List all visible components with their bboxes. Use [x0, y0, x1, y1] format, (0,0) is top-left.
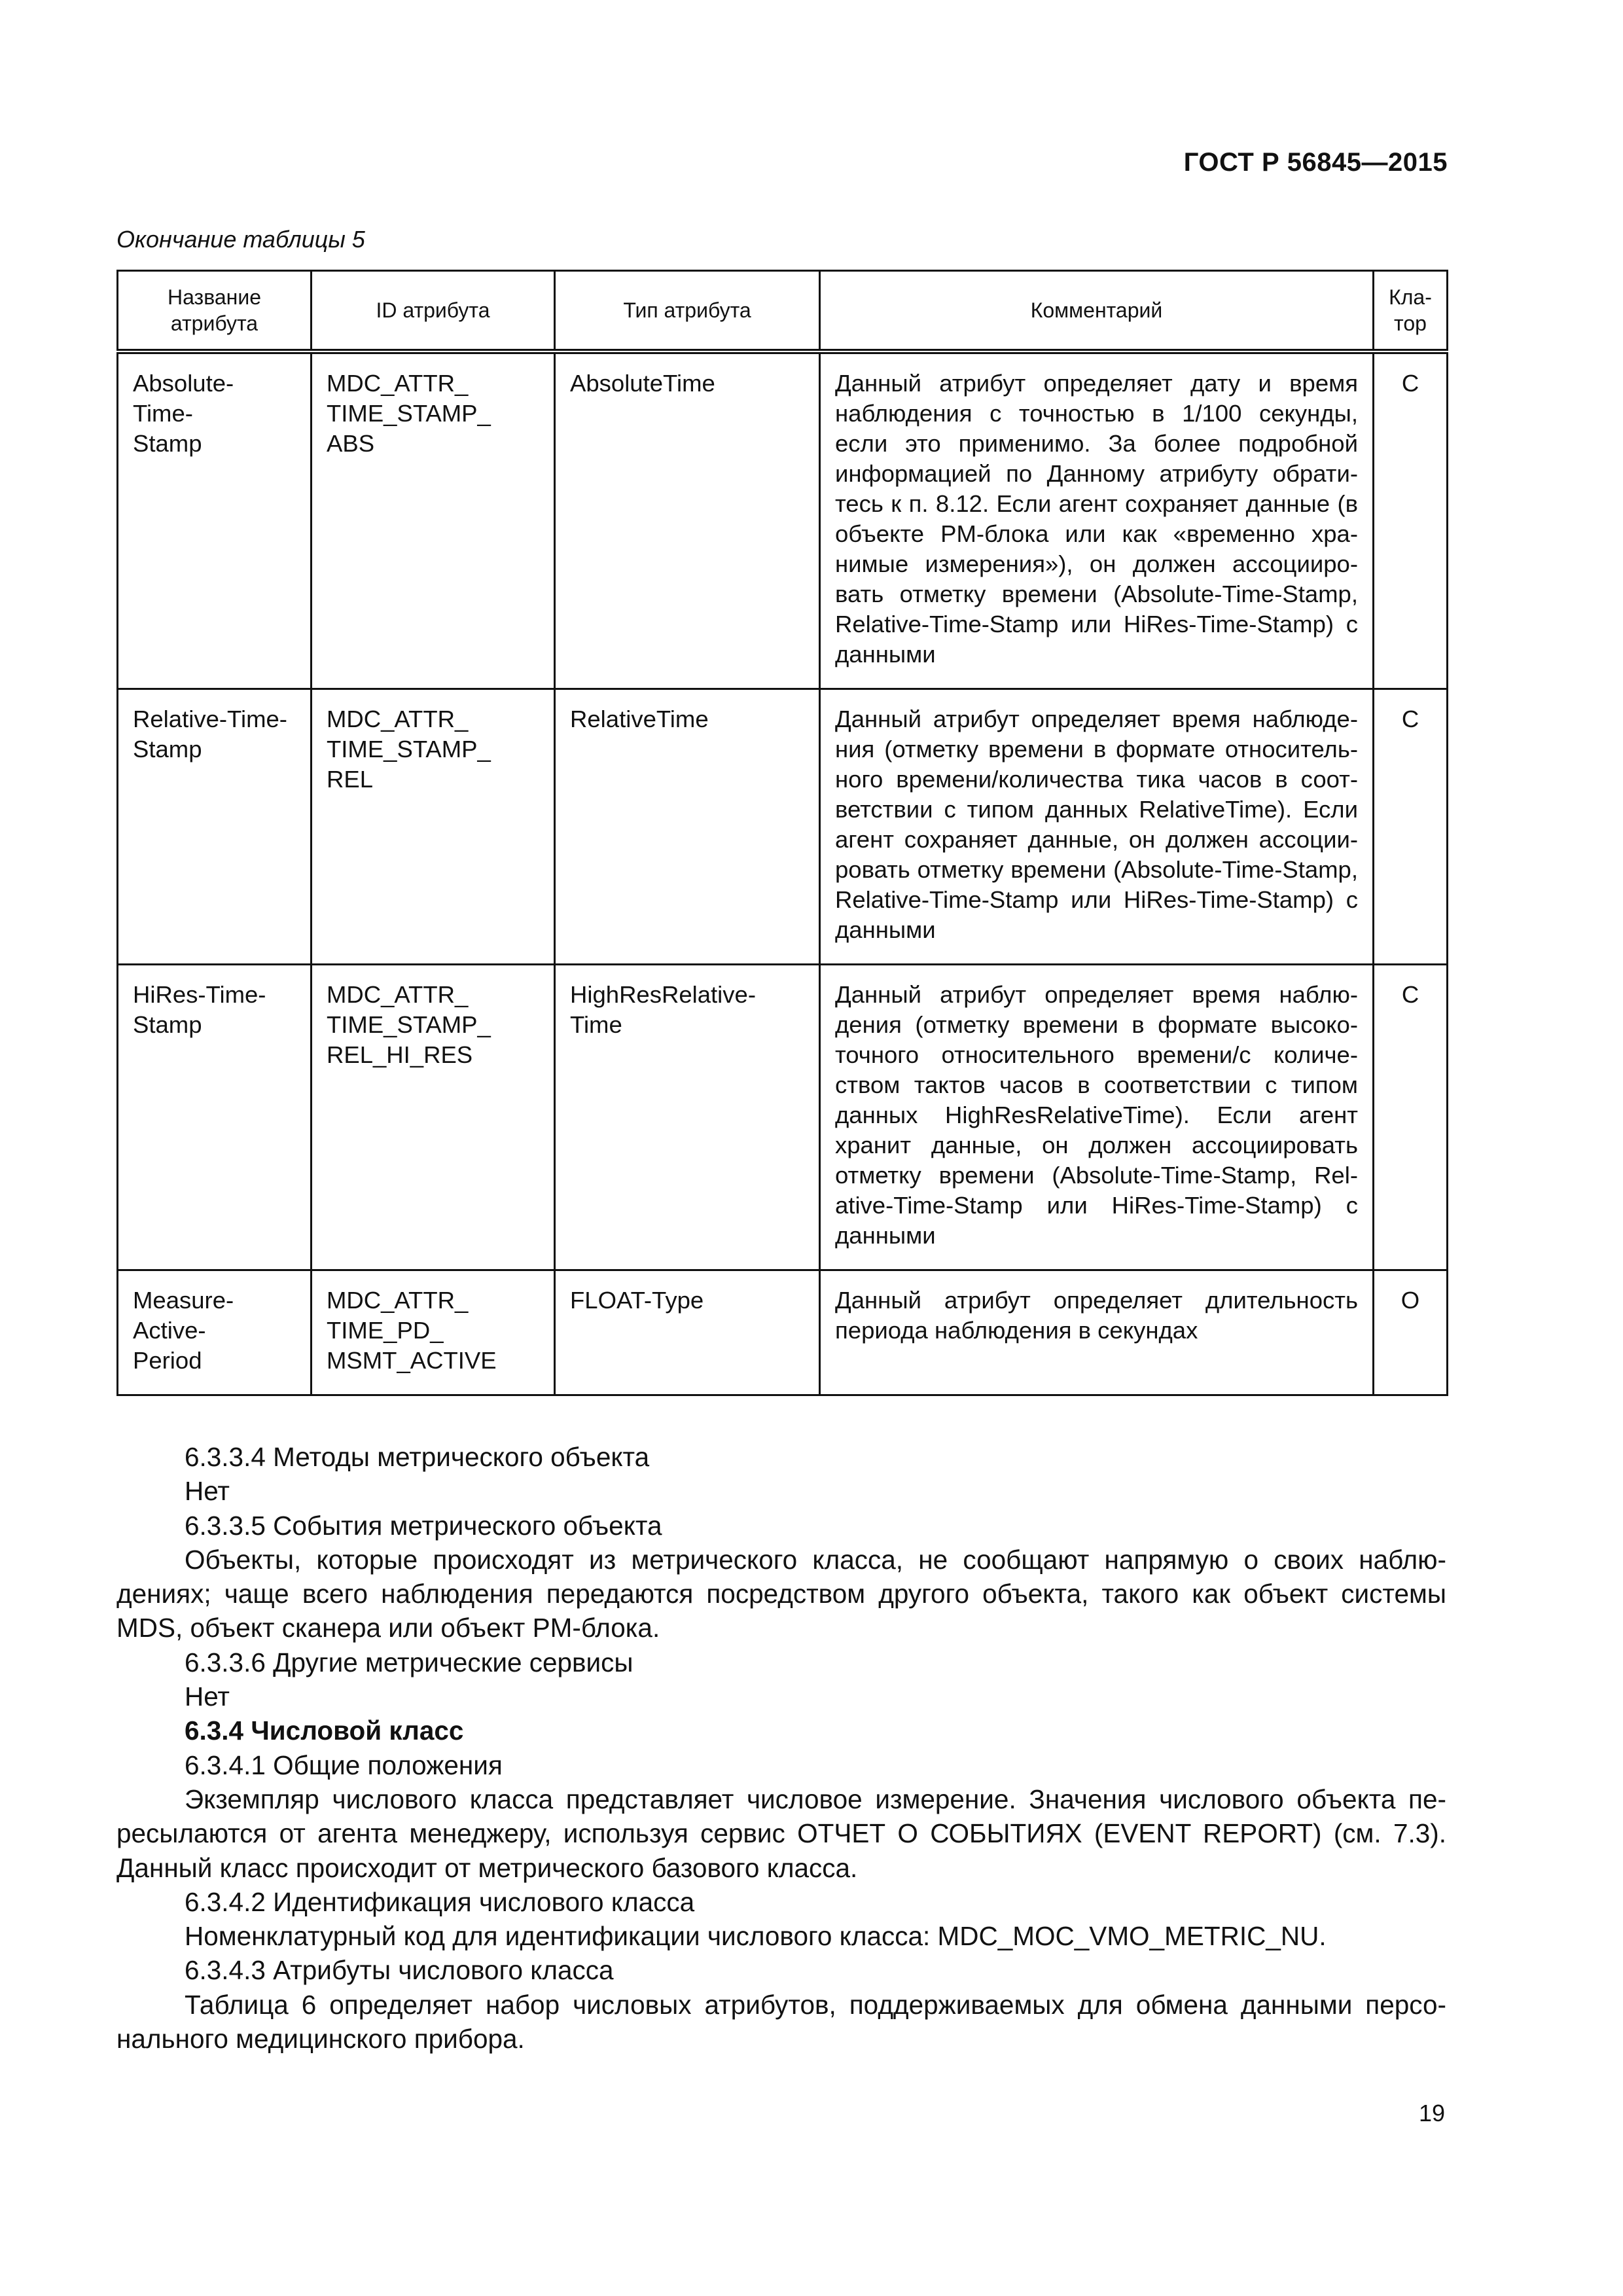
- cell-comment: Данный атрибут определяет длительность периода наблюдения в секундах: [820, 1270, 1374, 1395]
- column-header-attribute-id: ID атрибута: [312, 271, 555, 352]
- cell-attribute-name: Absolute- Time- Stamp: [118, 351, 312, 689]
- column-header-attribute-name: Название атрибута: [118, 271, 312, 352]
- cell-attribute-id: MDC_ATTR_ TIME_PD_ MSMT_ACTIVE: [312, 1270, 555, 1395]
- standard-code-header: ГОСТ Р 56845—2015: [1183, 148, 1448, 177]
- table-row: [118, 965, 1448, 1270]
- paragraph: Объекты, которые происходят из метрического класса, не сообщают напрямую о своих наблю-дениях; чаще всего наблюдения передаются посредством другого объекта, такого как объект системы MDS, объект сканера или объект PM-блока.: [116, 1544, 1446, 1643]
- section-heading-6-3-4-2: 6.3.4.2 Идентификация числового класса: [185, 1886, 695, 1917]
- cell-attribute-name: Measure- Active- Period: [118, 1270, 312, 1395]
- page-number: 19: [1418, 2100, 1445, 2126]
- cell-attribute-type: RelativeTime: [555, 689, 820, 965]
- table-row: [118, 351, 1448, 689]
- cell-classifier: C: [1374, 351, 1448, 689]
- paragraph: Таблица 6 определяет набор числовых атрибутов, поддерживаемых для обмена данными персо-нального медицинского прибора.: [116, 1989, 1446, 2054]
- paragraph: Номенклатурный код для идентификации числового класса: MDC_MOC_VMO_METRIC_NU.: [185, 1921, 1327, 1952]
- table-caption: Окончание таблицы 5: [116, 226, 365, 253]
- table-header-row: [118, 271, 1448, 352]
- cell-classifier: C: [1374, 689, 1448, 965]
- section-heading-6-3-4-3: 6.3.4.3 Атрибуты числового класса: [185, 1955, 614, 1986]
- cell-attribute-id: MDC_ATTR_ TIME_STAMP_ ABS: [312, 351, 555, 689]
- cell-attribute-name: HiRes-Time- Stamp: [118, 965, 312, 1270]
- table-row: [118, 1270, 1448, 1395]
- section-heading-6-3-3-4: 6.3.3.4 Методы метрического объекта: [185, 1442, 650, 1472]
- column-header-attribute-type: Тип атрибута: [555, 271, 820, 352]
- cell-classifier: O: [1374, 1270, 1448, 1395]
- section-heading-6-3-3-5: 6.3.3.5 События метрического объекта: [185, 1510, 662, 1541]
- cell-attribute-name: Relative-Time- Stamp: [118, 689, 312, 965]
- paragraph-none: Нет: [185, 1681, 230, 1712]
- cell-attribute-type: FLOAT-Type: [555, 1270, 820, 1395]
- paragraph-none: Нет: [185, 1476, 230, 1507]
- section-heading-6-3-3-6: 6.3.3.6 Другие метрические сервисы: [185, 1647, 633, 1677]
- paragraph: Экземпляр числового класса представляет числовое измерение. Значения числового объекта пе-ресылаются от агента менеджеру, используя сервис ОТЧЕТ О СОБЫТИЯХ (EVENT REPORT) (см. 7.3). Данный класс происходит от метрического базового класса.: [116, 1784, 1446, 1883]
- cell-attribute-type: HighResRelative- Time: [555, 965, 820, 1270]
- column-header-comment: Комментарий: [820, 271, 1374, 352]
- table-row: [118, 689, 1448, 965]
- section-heading-6-3-4: 6.3.4 Числовой класс: [185, 1715, 464, 1746]
- cell-classifier: C: [1374, 965, 1448, 1270]
- cell-comment: Данный атрибут определяет дату и время наблюдения с точностью в 1/100 секунды, если это применимо. За более подробной информацией по Данному атрибуту обрати-тесь к п. 8.12. Если агент сохраняет данные (в объекте PM-блока или как «временно хра-нимые измерения»), он должен ассоцииро-вать отметку времени (Absolute-Time-Stamp, Relative-Time-Stamp или HiRes-Time-Stamp) с данными: [820, 351, 1374, 689]
- cell-attribute-type: AbsoluteTime: [555, 351, 820, 689]
- cell-attribute-id: MDC_ATTR_ TIME_STAMP_ REL: [312, 689, 555, 965]
- cell-comment: Данный атрибут определяет время наблюде-ния (отметку времени в формате относитель-ного времени/количества тика часов в соот-ветствии с типом данных RelativeTime). Если агент сохраняет данные, он должен ассоции-ровать отметку времени (Absolute-Time-Stamp, Relative-Time-Stamp или HiRes-Time-Stamp) с данными: [820, 689, 1374, 965]
- body-text: [116, 1440, 1446, 2056]
- section-heading-6-3-4-1: 6.3.4.1 Общие положения: [185, 1749, 503, 1780]
- attributes-table: [116, 270, 1448, 1396]
- cell-comment: Данный атрибут определяет время наблю-дения (отметку времени в формате высоко-точного относительного времени/с количе-ством тактов часов в соответствии с типом данных HighResRelativeTime). Если агент хранит данные, он должен ассоциировать отметку времени (Absolute-Time-Stamp, Rel-ative-Time-Stamp или HiRes-Time-Stamp) с данными: [820, 965, 1374, 1270]
- column-header-classifier: Кла- тор: [1374, 271, 1448, 352]
- cell-attribute-id: MDC_ATTR_ TIME_STAMP_ REL_HI_RES: [312, 965, 555, 1270]
